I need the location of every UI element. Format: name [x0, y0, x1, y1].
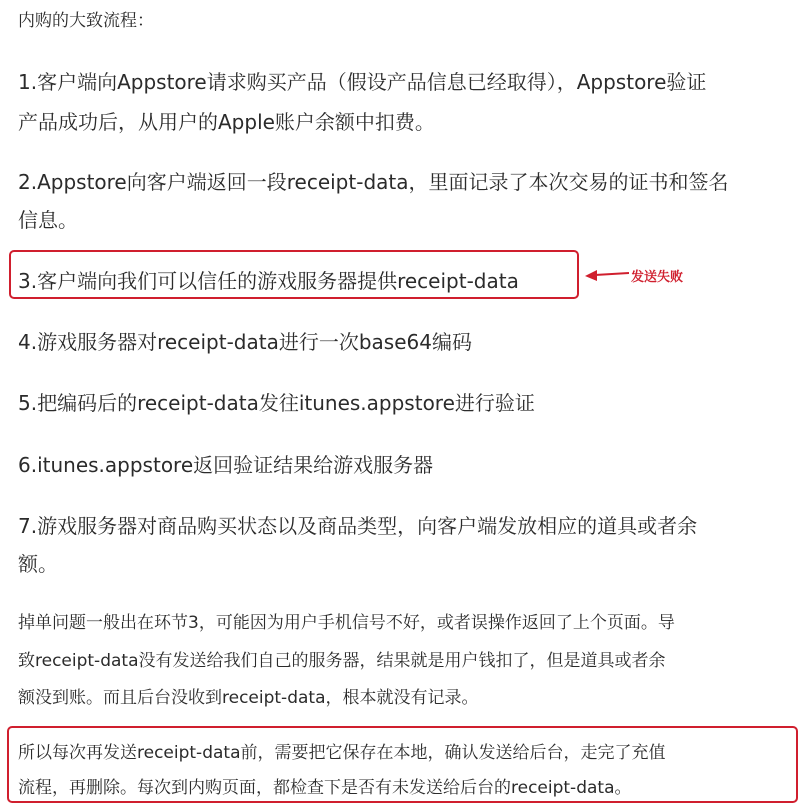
step-2-line-1: 2.Appstore向客户端返回一段receipt-data，里面记录了本次交易的证书和签名 [18, 170, 729, 194]
solution-line-2: 流程，再删除。每次到内购页面，都检查下是否有未发送给后台的receipt-data。 [18, 778, 632, 798]
problem-line-1: 掉单问题一般出在环节3，可能因为用户手机信号不好，或者误操作返回了上个页面。导 [18, 613, 675, 633]
problem-line-2: 致receipt-data没有发送给我们自己的服务器，结果就是用户钱扣了，但是道具或者余 [18, 651, 666, 671]
arrow-left-icon [585, 267, 629, 283]
step-3: 3.客户端向我们可以信任的游戏服务器提供receipt-data [18, 269, 519, 293]
intro-text: 内购的大致流程： [18, 11, 154, 31]
step-7-line-1: 7.游戏服务器对商品购买状态以及商品类型，向客户端发放相应的道具或者余 [18, 514, 698, 538]
solution-line-1: 所以每次再发送receipt-data前，需要把它保存在本地，确认发送给后台，走完了充值 [18, 743, 666, 763]
step-1-line-1: 1.客户端向Appstore请求购买产品（假设产品信息已经取得），Appstore验证 [18, 70, 707, 94]
problem-line-3: 额没到账。而且后台没收到receipt-data，根本就没有记录。 [18, 688, 479, 708]
step-6: 6.itunes.appstore返回验证结果给游戏服务器 [18, 453, 434, 477]
step-2-line-2: 信息。 [18, 208, 78, 232]
step-1-line-2: 产品成功后，从用户的Apple账户余额中扣费。 [18, 110, 435, 134]
step-4: 4.游戏服务器对receipt-data进行一次base64编码 [18, 330, 472, 354]
step-5: 5.把编码后的receipt-data发往itunes.appstore进行验证 [18, 391, 535, 415]
send-failed-annotation: 发送失败 [631, 270, 684, 285]
step-7-line-2: 额。 [18, 552, 58, 576]
